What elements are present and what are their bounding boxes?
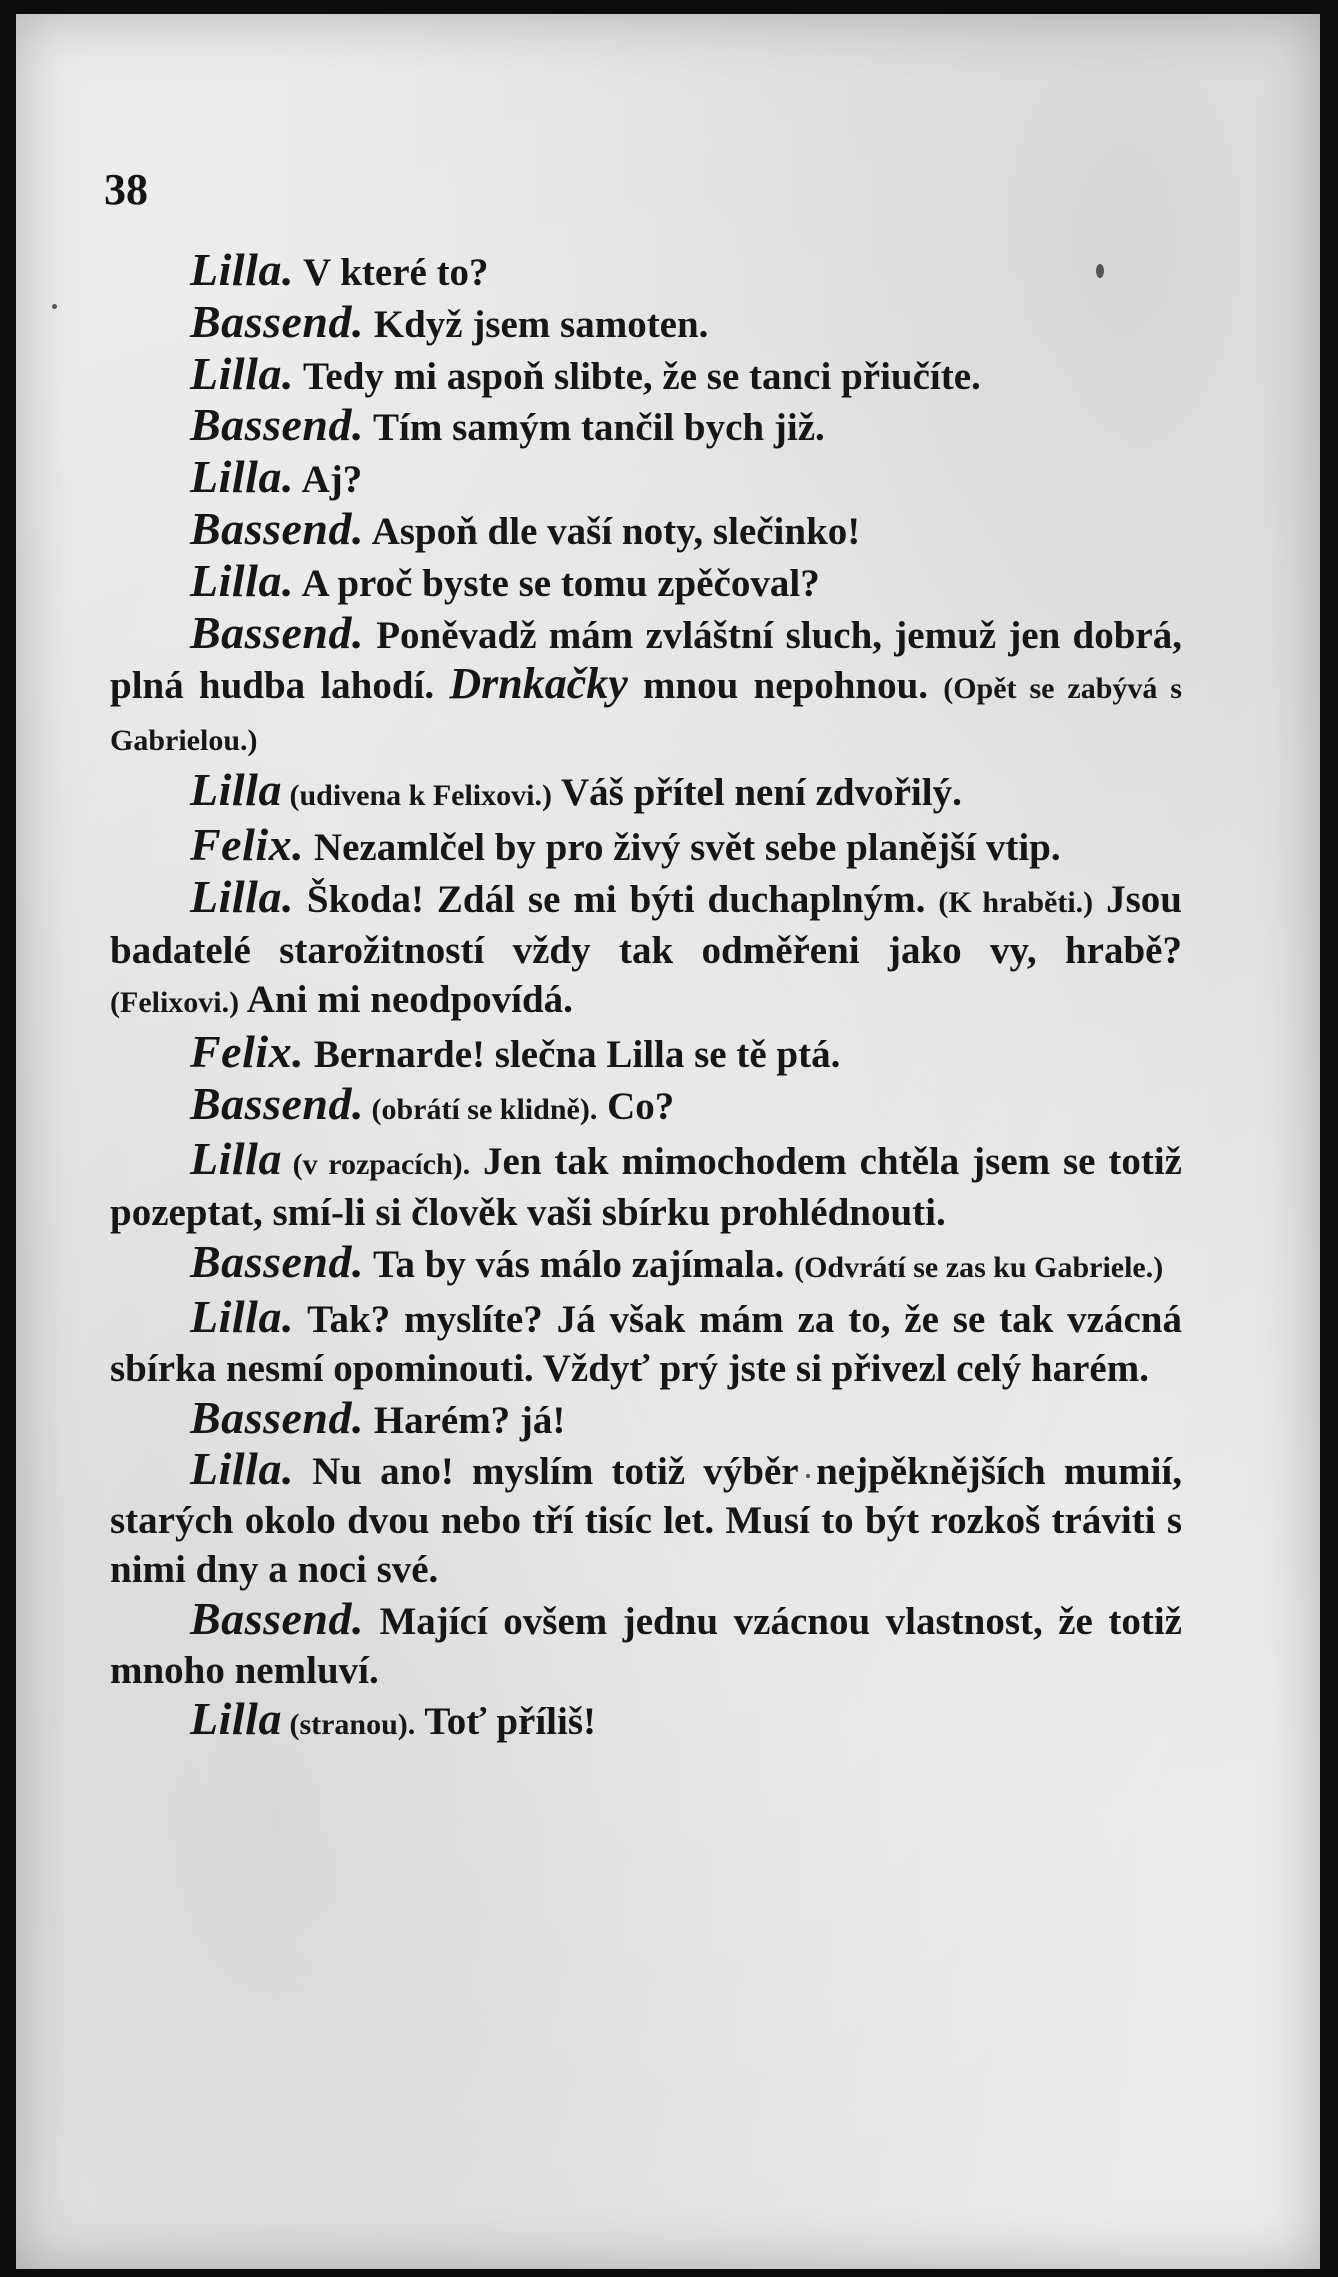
- speaker-name: Lilla: [190, 1693, 282, 1745]
- line-text: Jsou badatelé starožitností vždy tak odměřeni jako vy, hrabě?: [110, 877, 1182, 973]
- speaker-name: Bassend.: [190, 295, 364, 347]
- stage-direction: (K hraběti.): [938, 885, 1094, 919]
- dialogue-line: [110, 246, 1182, 298]
- stage-direction: (Odvrátí se zas ku Gabriele.): [794, 1251, 1164, 1285]
- stage-direction: (Opět se zabývá s Gabrielou.): [110, 672, 1182, 758]
- speaker-name: Lilla.: [190, 244, 294, 295]
- speaker-name: Bassend.: [190, 1077, 364, 1129]
- book-page: [16, 14, 1320, 2269]
- line-text: A proč byste se tomu zpěčoval?: [293, 561, 820, 605]
- speaker-name: Bassend.: [190, 399, 364, 451]
- speaker-name: Bassend.: [190, 606, 364, 658]
- speaker-name: Lilla.: [190, 1443, 294, 1495]
- speaker-name: Lilla.: [190, 554, 294, 606]
- line-text: mnou nepohnou.: [627, 664, 944, 708]
- stage-direction: (Felixovi.): [110, 986, 240, 1020]
- speaker-name: Felix.: [190, 1025, 305, 1077]
- page-number: 38: [104, 165, 148, 214]
- speaker-name: Lilla.: [190, 1290, 294, 1342]
- dialogue-line: [110, 502, 1182, 557]
- line-text: Toť příliš!: [415, 1700, 597, 1744]
- emphasized-word: Drnkačky: [449, 659, 628, 709]
- line-text: Jen tak mimochodem chtěla jsem se totiž pozeptat, smí-li si člověk vaši sbírku prohlédnouti.: [110, 1139, 1182, 1235]
- dialogue-line: [110, 870, 1182, 1028]
- dialogue-line: [110, 1592, 1182, 1696]
- line-text: Bernarde! slečna Lilla se tě ptá.: [304, 1032, 841, 1076]
- dialogue-line: [110, 554, 1182, 609]
- dialogue-text: [110, 246, 1182, 1750]
- dialogue-line: [110, 1025, 1182, 1080]
- dialogue-line: [110, 1695, 1182, 1750]
- line-text: Co?: [597, 1084, 675, 1128]
- line-text: Ta by vás málo zajímala.: [363, 1243, 795, 1287]
- line-text: Ani mi neodpovídá.: [239, 978, 573, 1022]
- line-text: Škoda! Zdál se mi býti duchaplným.: [293, 877, 939, 921]
- dialogue-line: [110, 1132, 1182, 1239]
- speaker-name: Bassend.: [190, 1592, 364, 1644]
- dialogue-line: [110, 453, 1182, 505]
- dialogue-line: [110, 1077, 1182, 1135]
- speaker-name: Lilla.: [190, 870, 294, 922]
- dialogue-line: [110, 1391, 1182, 1446]
- line-text: Nu ano! myslím totiž výběr nejpěknějších mumií, starých okolo dvou nebo tří tisíc let. Musí to být rozkoš tráviti s nimi dny a noci své.: [110, 1450, 1182, 1591]
- line-text: Nezamlčel by pro živý svět sebe planější vtip.: [304, 825, 1061, 869]
- line-text: Harém? já!: [363, 1398, 566, 1442]
- speaker-name: Lilla.: [190, 347, 294, 399]
- line-text: Tedy mi aspoň slibte, že se tanci přiučíte.: [293, 354, 981, 398]
- speaker-name: Bassend.: [190, 1391, 364, 1443]
- line-text: Váš přítel není zdvořilý.: [551, 770, 962, 814]
- line-text: Aspoň dle vaší noty, slečinko!: [363, 509, 861, 553]
- dialogue-line: [110, 606, 1182, 766]
- dialogue-line: [110, 818, 1182, 873]
- line-text: Když jsem samoten.: [363, 302, 709, 346]
- dialogue-line: [110, 295, 1182, 350]
- stage-direction: (v rozpacích).: [281, 1147, 471, 1181]
- speaker-name: Bassend.: [190, 502, 364, 554]
- dialogue-line: [110, 1238, 1182, 1293]
- stage-direction: (obrátí se klidně).: [363, 1092, 598, 1126]
- line-text: V které to?: [293, 251, 489, 294]
- dialogue-line: [110, 763, 1182, 821]
- dialogue-line: [110, 1290, 1182, 1394]
- line-text: Poněvadž mám zvláštní sluch, jemuž jen dobrá, plná hudba lahodí.: [110, 613, 1182, 708]
- dialogue-line: [110, 401, 1182, 453]
- stage-direction: (udivena k Felixovi.): [281, 778, 552, 812]
- line-text: Tím samým tančil bych již.: [363, 406, 825, 450]
- speaker-name: Lilla: [190, 1132, 282, 1184]
- dialogue-line: [110, 347, 1182, 402]
- stage-direction: (stranou).: [281, 1708, 416, 1742]
- speaker-name: Lilla: [190, 763, 282, 815]
- speaker-name: Felix.: [190, 818, 305, 870]
- speaker-name: Bassend.: [190, 1236, 364, 1288]
- speaker-name: Lilla.: [190, 451, 294, 503]
- line-text: Mající ovšem jednu vzácnou vlastnost, že totiž mnoho nemluví.: [110, 1599, 1182, 1692]
- ink-speck: [52, 304, 57, 309]
- line-text: Tak? myslíte? Já však mám za to, že se tak vzácná sbírka nesmí opominouti. Vždyť prý jste si přivezl celý harém.: [110, 1297, 1182, 1390]
- line-text: Aj?: [293, 458, 363, 502]
- dialogue-line: [110, 1445, 1182, 1594]
